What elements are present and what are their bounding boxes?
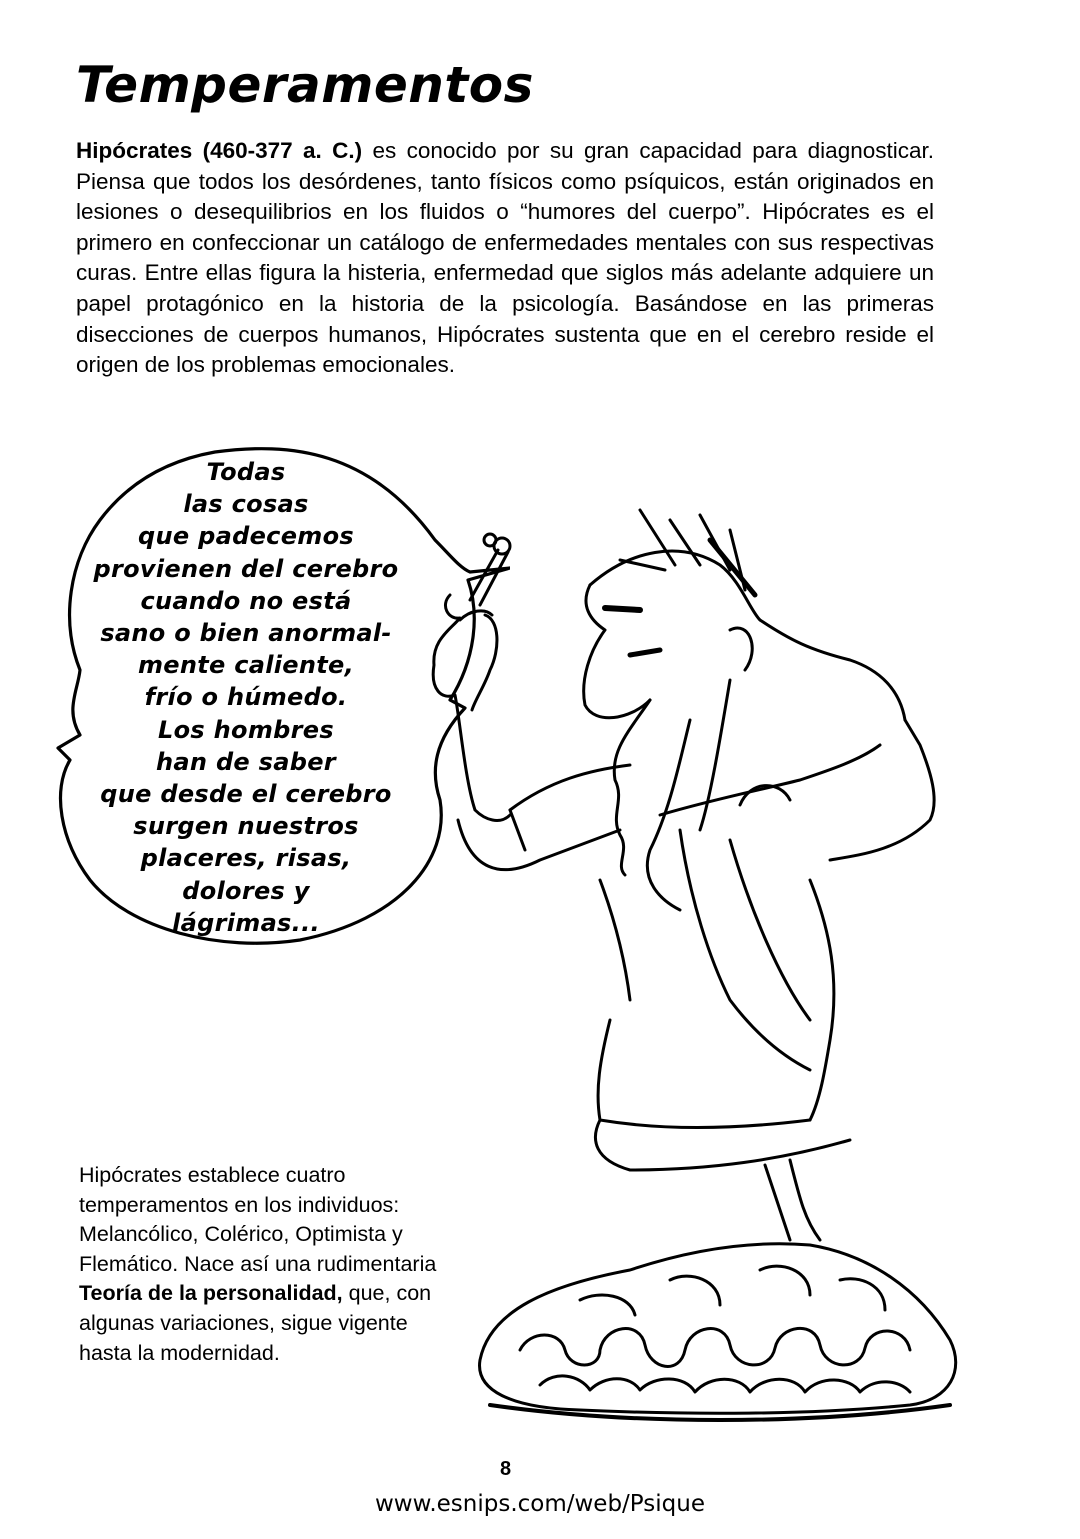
sidebar-text-part1: Hipócrates establece cuatro temperamentos en los individuos: Melancólico, Colérico, Optimista y Flemático. Nace así una rudimentaria <box>79 1163 437 1276</box>
footer-url: www.esnips.com/web/Psique <box>375 1491 705 1517</box>
bubble-line: lágrimas... <box>172 908 320 937</box>
hippocrates-illustration <box>430 480 1050 1470</box>
bubble-line: provienen del cerebro <box>93 554 399 583</box>
speech-bubble-text <box>60 456 432 939</box>
bubble-line: placeres, risas, <box>140 844 352 873</box>
bubble-line: Todas <box>206 458 286 486</box>
sidebar-bold-term: Teoría de la personalidad, <box>79 1281 343 1306</box>
intro-text: es conocido por su gran capacidad para diagnosticar. Piensa que todos los desórdenes, tanto físicos como psíquicos, están originados en lesiones o desequilibrios en los fluidos o “humores del cuerpo”. Hipócrates es el primero en confeccionar un catálogo de enfermedades mentales con sus respectivas curas. Entre ellas figura la histeria, enfermedad que siglos más adelante adquiere un papel protagónico en la historia de la psicología. Basándose en las primeras disecciones de cuerpos humanos, Hipócrates sustenta que en el cerebro reside el origen de los problemas emocionales. <box>76 138 934 378</box>
bubble-line: que padecemos <box>138 522 354 551</box>
brain-icon <box>480 1244 956 1420</box>
sidebar-text-part2: que, con algunas variaciones, sigue vigente hasta la modernidad. <box>79 1281 432 1365</box>
intro-paragraph <box>76 136 934 381</box>
bubble-line: las cosas <box>183 490 309 519</box>
bubble-line: sano o bien anormal- <box>100 619 392 648</box>
bubble-line: surgen nuestros <box>133 812 359 841</box>
bubble-line: dolores y <box>182 876 310 905</box>
page-number: 8 <box>500 1458 512 1480</box>
page-title: Temperamentos <box>76 56 534 114</box>
bubble-line: Los hombres <box>158 715 334 744</box>
bone-icon <box>470 534 510 605</box>
bubble-line: frío o húmedo. <box>144 683 348 712</box>
bubble-line: cuando no está <box>140 586 352 615</box>
intro-bold-lead: Hipócrates (460-377 a. C.) <box>76 138 363 163</box>
bubble-line: mente caliente, <box>137 651 355 680</box>
sidebar-paragraph <box>79 1161 439 1368</box>
bubble-line: han de saber <box>156 747 336 776</box>
bubble-line: que desde el cerebro <box>100 780 392 809</box>
